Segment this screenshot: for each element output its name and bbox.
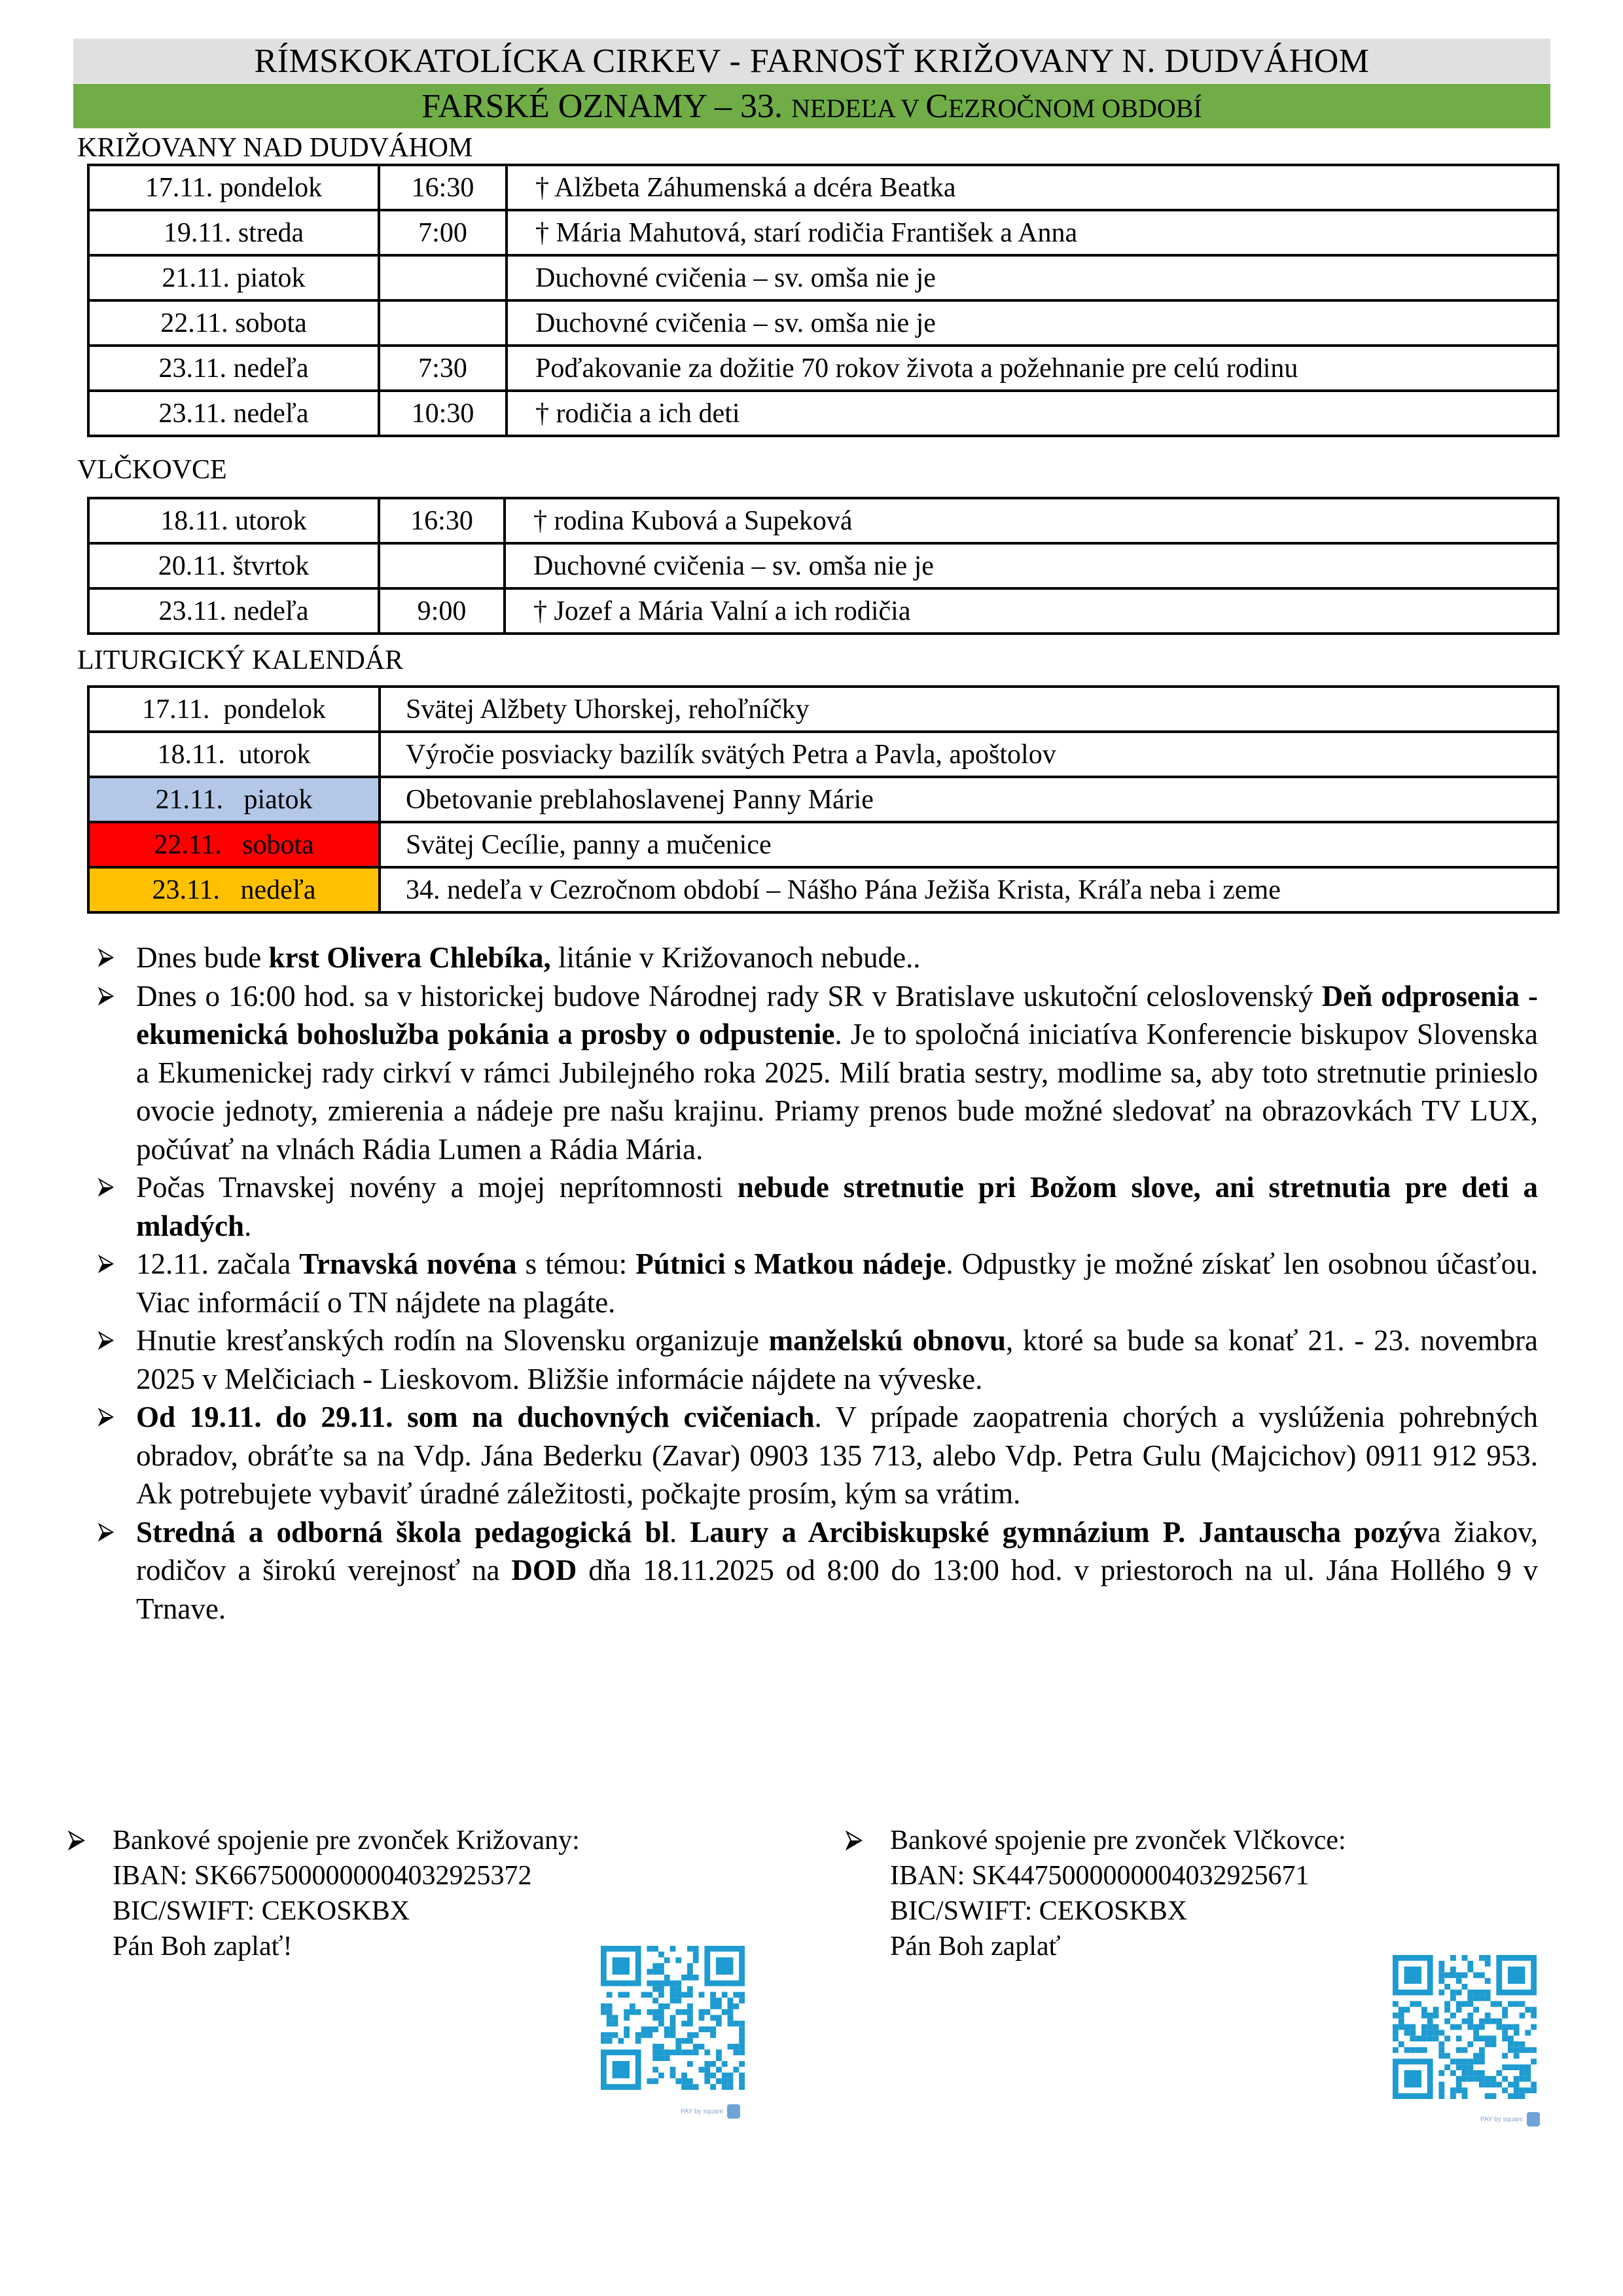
bold-text: DOD <box>511 1554 577 1587</box>
parish-title: RÍMSKOKATOLÍCKA CIRKEV - FARNOSŤ KRIŽOVANY N. DUDVÁHOM <box>254 42 1370 80</box>
bold-text: krst Olivera Chlebíka, <box>268 941 551 974</box>
date-cell: 23.11. nedeľa <box>88 391 379 436</box>
time-cell: 16:30 <box>379 498 505 543</box>
table-row <box>88 346 1558 391</box>
mass-schedule-krizovany <box>87 164 1560 437</box>
section-label-vlckovce: VLČKOVCE <box>77 455 227 485</box>
bold-text: nebude stretnutie pri Božom slove, ani stretnutia pre deti a mladých <box>136 1171 1538 1242</box>
time-cell: 10:30 <box>379 391 507 436</box>
section-label-krizovany: KRIŽOVANY NAD DUDVÁHOM <box>77 133 473 163</box>
qr-code-icon <box>601 1946 745 2090</box>
announcement-item <box>98 977 1538 1169</box>
text: litánie v Križovanoch nebude.. <box>550 941 921 974</box>
section-label-calendar: LITURGICKÝ KALENDÁR <box>77 645 404 675</box>
bank-heading: Bankové spojenie pre zvonček Križovany: <box>113 1825 580 1856</box>
celebration-cell: 34. nedeľa v Cezročnom období – Nášho Pána Ježiša Krista, Kráľa neba i zeme <box>380 867 1558 912</box>
announcement-item <box>98 1398 1538 1513</box>
table-row <box>88 210 1558 255</box>
announcements-list <box>98 939 1538 1628</box>
text: Hnutie kresťanských rodín na Slovensku organizuje <box>136 1324 769 1357</box>
text: . <box>669 1515 690 1549</box>
text: . Je to spoločná iniciatíva Konferencie biskupov Slovenska a Ekumenickej rady cirkví v rámci Jubilejného roka 2025. Milí bratia sestry, modlime sa, aby toto stretnutie prinieslo ovocie jednoty, zmierenia a nádeje pre našu krajinu. Priamy prenos bude možné sledovať na obrazovkách TV LUX, počúvať na vlnách Rádia Lumen a Rádia Mária. <box>136 1018 1538 1166</box>
time-cell: 16:30 <box>379 165 507 210</box>
bold-text: Deň odprosenia - ekumenická bohoslužba pokánia a prosby o odpustenie <box>136 979 1538 1050</box>
announcement-item <box>98 1513 1538 1628</box>
intention-cell: Duchovné cvičenia – sv. omša nie je <box>505 543 1558 588</box>
text: , ktoré sa bude sa konať 21. - 23. novembra 2025 v Melčiciach - Lieskovom. Bližšie informácie nájdete na výveske. <box>136 1324 1539 1395</box>
date-cell: 21.11. piatok <box>88 255 379 300</box>
table-row <box>88 777 1558 822</box>
table-row <box>88 391 1558 436</box>
arrowhead-bullet-icon <box>846 1823 872 1858</box>
mass-schedule-vlckovce <box>87 497 1560 635</box>
time-cell: 7:30 <box>379 346 507 391</box>
arrowhead-bullet-icon <box>98 1168 124 1206</box>
arrowhead-bullet-icon <box>98 1398 124 1436</box>
text: 12.11. začala <box>136 1247 300 1280</box>
table-row <box>88 588 1558 634</box>
intention-cell: Poďakovanie za dožitie 70 rokov života a požehnanie pre celú rodinu <box>507 346 1558 391</box>
announcements-title-bar <box>73 84 1550 128</box>
bold-text: Trnavská novéna <box>299 1247 517 1280</box>
intention-cell: † Mária Mahutová, starí rodičia František a Anna <box>507 210 1558 255</box>
pay-by-square-logo: PAY by square <box>1480 2112 1540 2126</box>
table-row <box>88 255 1558 300</box>
date-cell: 17.11. pondelok <box>88 165 379 210</box>
bank-info-vlckovce <box>846 1823 1435 1964</box>
arrowhead-bullet-icon <box>98 1321 124 1359</box>
intention-cell: † rodina Kubová a Supeková <box>505 498 1558 543</box>
pay-by-square-logo: PAY by square <box>681 2104 740 2119</box>
time-cell <box>379 300 507 346</box>
bank-heading: Bankové spojenie pre zvonček Vlčkovce: <box>890 1825 1346 1856</box>
calendar-date-cell: 17.11. pondelok <box>88 687 380 732</box>
announcement-item <box>98 1168 1538 1245</box>
date-cell: 22.11. sobota <box>88 300 379 346</box>
time-cell <box>379 543 505 588</box>
text: Dnes o 16:00 hod. sa v historickej budove Národnej rady SR v Bratislave uskutoční celoslovenský <box>136 979 1322 1013</box>
celebration-cell: Výročie posviacky bazilík svätých Petra a Pavla, apoštolov <box>380 732 1558 777</box>
celebration-cell: Svätej Alžbety Uhorskej, rehoľníčky <box>380 687 1558 732</box>
arrowhead-bullet-icon <box>68 1823 94 1858</box>
table-row <box>88 498 1558 543</box>
calendar-date-cell: 18.11. utorok <box>88 732 380 777</box>
table-row <box>88 822 1558 867</box>
text: dňa 18.11.2025 od 8:00 do 13:00 hod. v priestoroch na ul. Jána Hollého 9 v Trnave. <box>136 1554 1538 1625</box>
table-row <box>88 300 1558 346</box>
celebration-cell: Obetovanie preblahoslavenej Panny Márie <box>380 777 1558 822</box>
text: a žiakov, rodičov a širokú verejnosť na <box>136 1515 1539 1587</box>
bic-swift: BIC/SWIFT: CEKOSKBX <box>890 1896 1188 1926</box>
arrowhead-bullet-icon <box>98 1245 124 1283</box>
intention-cell: † rodičia a ich deti <box>507 391 1558 436</box>
celebration-cell: Svätej Cecílie, panny a mučenice <box>380 822 1558 867</box>
bold-text: manželskú obnovu <box>768 1324 1007 1357</box>
date-cell: 18.11. utorok <box>88 498 379 543</box>
qr-code-icon <box>1393 1955 1537 2099</box>
text: s témou: <box>516 1247 636 1280</box>
intention-cell: † Alžbeta Záhumenská a dcéra Beatka <box>507 165 1558 210</box>
text: Počas Trnavskej novény a mojej neprítomnosti <box>136 1171 738 1204</box>
table-row <box>88 867 1558 912</box>
date-cell: 19.11. streda <box>88 210 379 255</box>
announcement-item <box>98 1321 1538 1398</box>
table-row <box>88 543 1558 588</box>
calendar-date-cell: 22.11. sobota <box>88 822 380 867</box>
text: . Odpustky je možné získať len osobnou účasťou. Viac informácií o TN nájdete na plagáte. <box>136 1247 1539 1319</box>
thanks-text: Pán Boh zaplať <box>890 1931 1061 1962</box>
announcement-item <box>98 1245 1538 1321</box>
date-cell: 23.11. nedeľa <box>88 346 379 391</box>
time-cell <box>379 255 507 300</box>
announcements-title: FARSKÉ OZNAMY – 33. NEDEĽA V CEZROČNOM OBDOBÍ <box>421 87 1202 125</box>
text: Dnes bude <box>136 941 269 974</box>
iban: IBAN: SK6675000000004032925372 <box>113 1861 532 1891</box>
bic-swift: BIC/SWIFT: CEKOSKBX <box>113 1896 410 1926</box>
time-cell: 7:00 <box>379 210 507 255</box>
text: . <box>244 1209 252 1242</box>
table-row <box>88 732 1558 777</box>
iban: IBAN: SK4475000000004032925671 <box>890 1861 1310 1891</box>
intention-cell: † Jozef a Mária Valní a ich rodičia <box>505 588 1558 634</box>
table-row <box>88 165 1558 210</box>
arrowhead-bullet-icon <box>98 977 124 1015</box>
bold-text: Stredná a odborná škola pedagogická bl <box>136 1515 669 1549</box>
thanks-text: Pán Boh zaplať! <box>113 1931 293 1962</box>
text: . V prípade zaopatrenia chorých a vyslúženia pohrebných obradov, obráťte sa na Vdp. Jána Bederku (Zavar) 0903 135 713, alebo Vdp. Petra Gulu (Majcichov) 0911 912 953. Ak potrebujete vybaviť úradné záležitosti, počkajte prosím, kým sa vrátim. <box>136 1401 1538 1510</box>
table-row <box>88 687 1558 732</box>
parish-title-bar <box>73 39 1550 83</box>
bold-text: Pútnici s Matkou nádeje <box>635 1247 946 1280</box>
date-cell: 23.11. nedeľa <box>88 588 379 634</box>
intention-cell: Duchovné cvičenia – sv. omša nie je <box>507 300 1558 346</box>
bold-text: Laury a Arcibiskupské gymnázium P. Jantauscha pozýv <box>690 1515 1428 1549</box>
arrowhead-bullet-icon <box>98 939 124 977</box>
time-cell: 9:00 <box>379 588 505 634</box>
calendar-date-cell: 21.11. piatok <box>88 777 380 822</box>
calendar-date-cell: 23.11. nedeľa <box>88 867 380 912</box>
date-cell: 20.11. štvrtok <box>88 543 379 588</box>
announcement-item <box>98 939 1538 977</box>
bold-text: Od 19.11. do 29.11. som na duchovných cvičeniach <box>136 1401 815 1433</box>
arrowhead-bullet-icon <box>98 1513 124 1551</box>
intention-cell: Duchovné cvičenia – sv. omša nie je <box>507 255 1558 300</box>
liturgical-calendar <box>87 685 1560 914</box>
bank-info-krizovany <box>68 1823 657 1964</box>
